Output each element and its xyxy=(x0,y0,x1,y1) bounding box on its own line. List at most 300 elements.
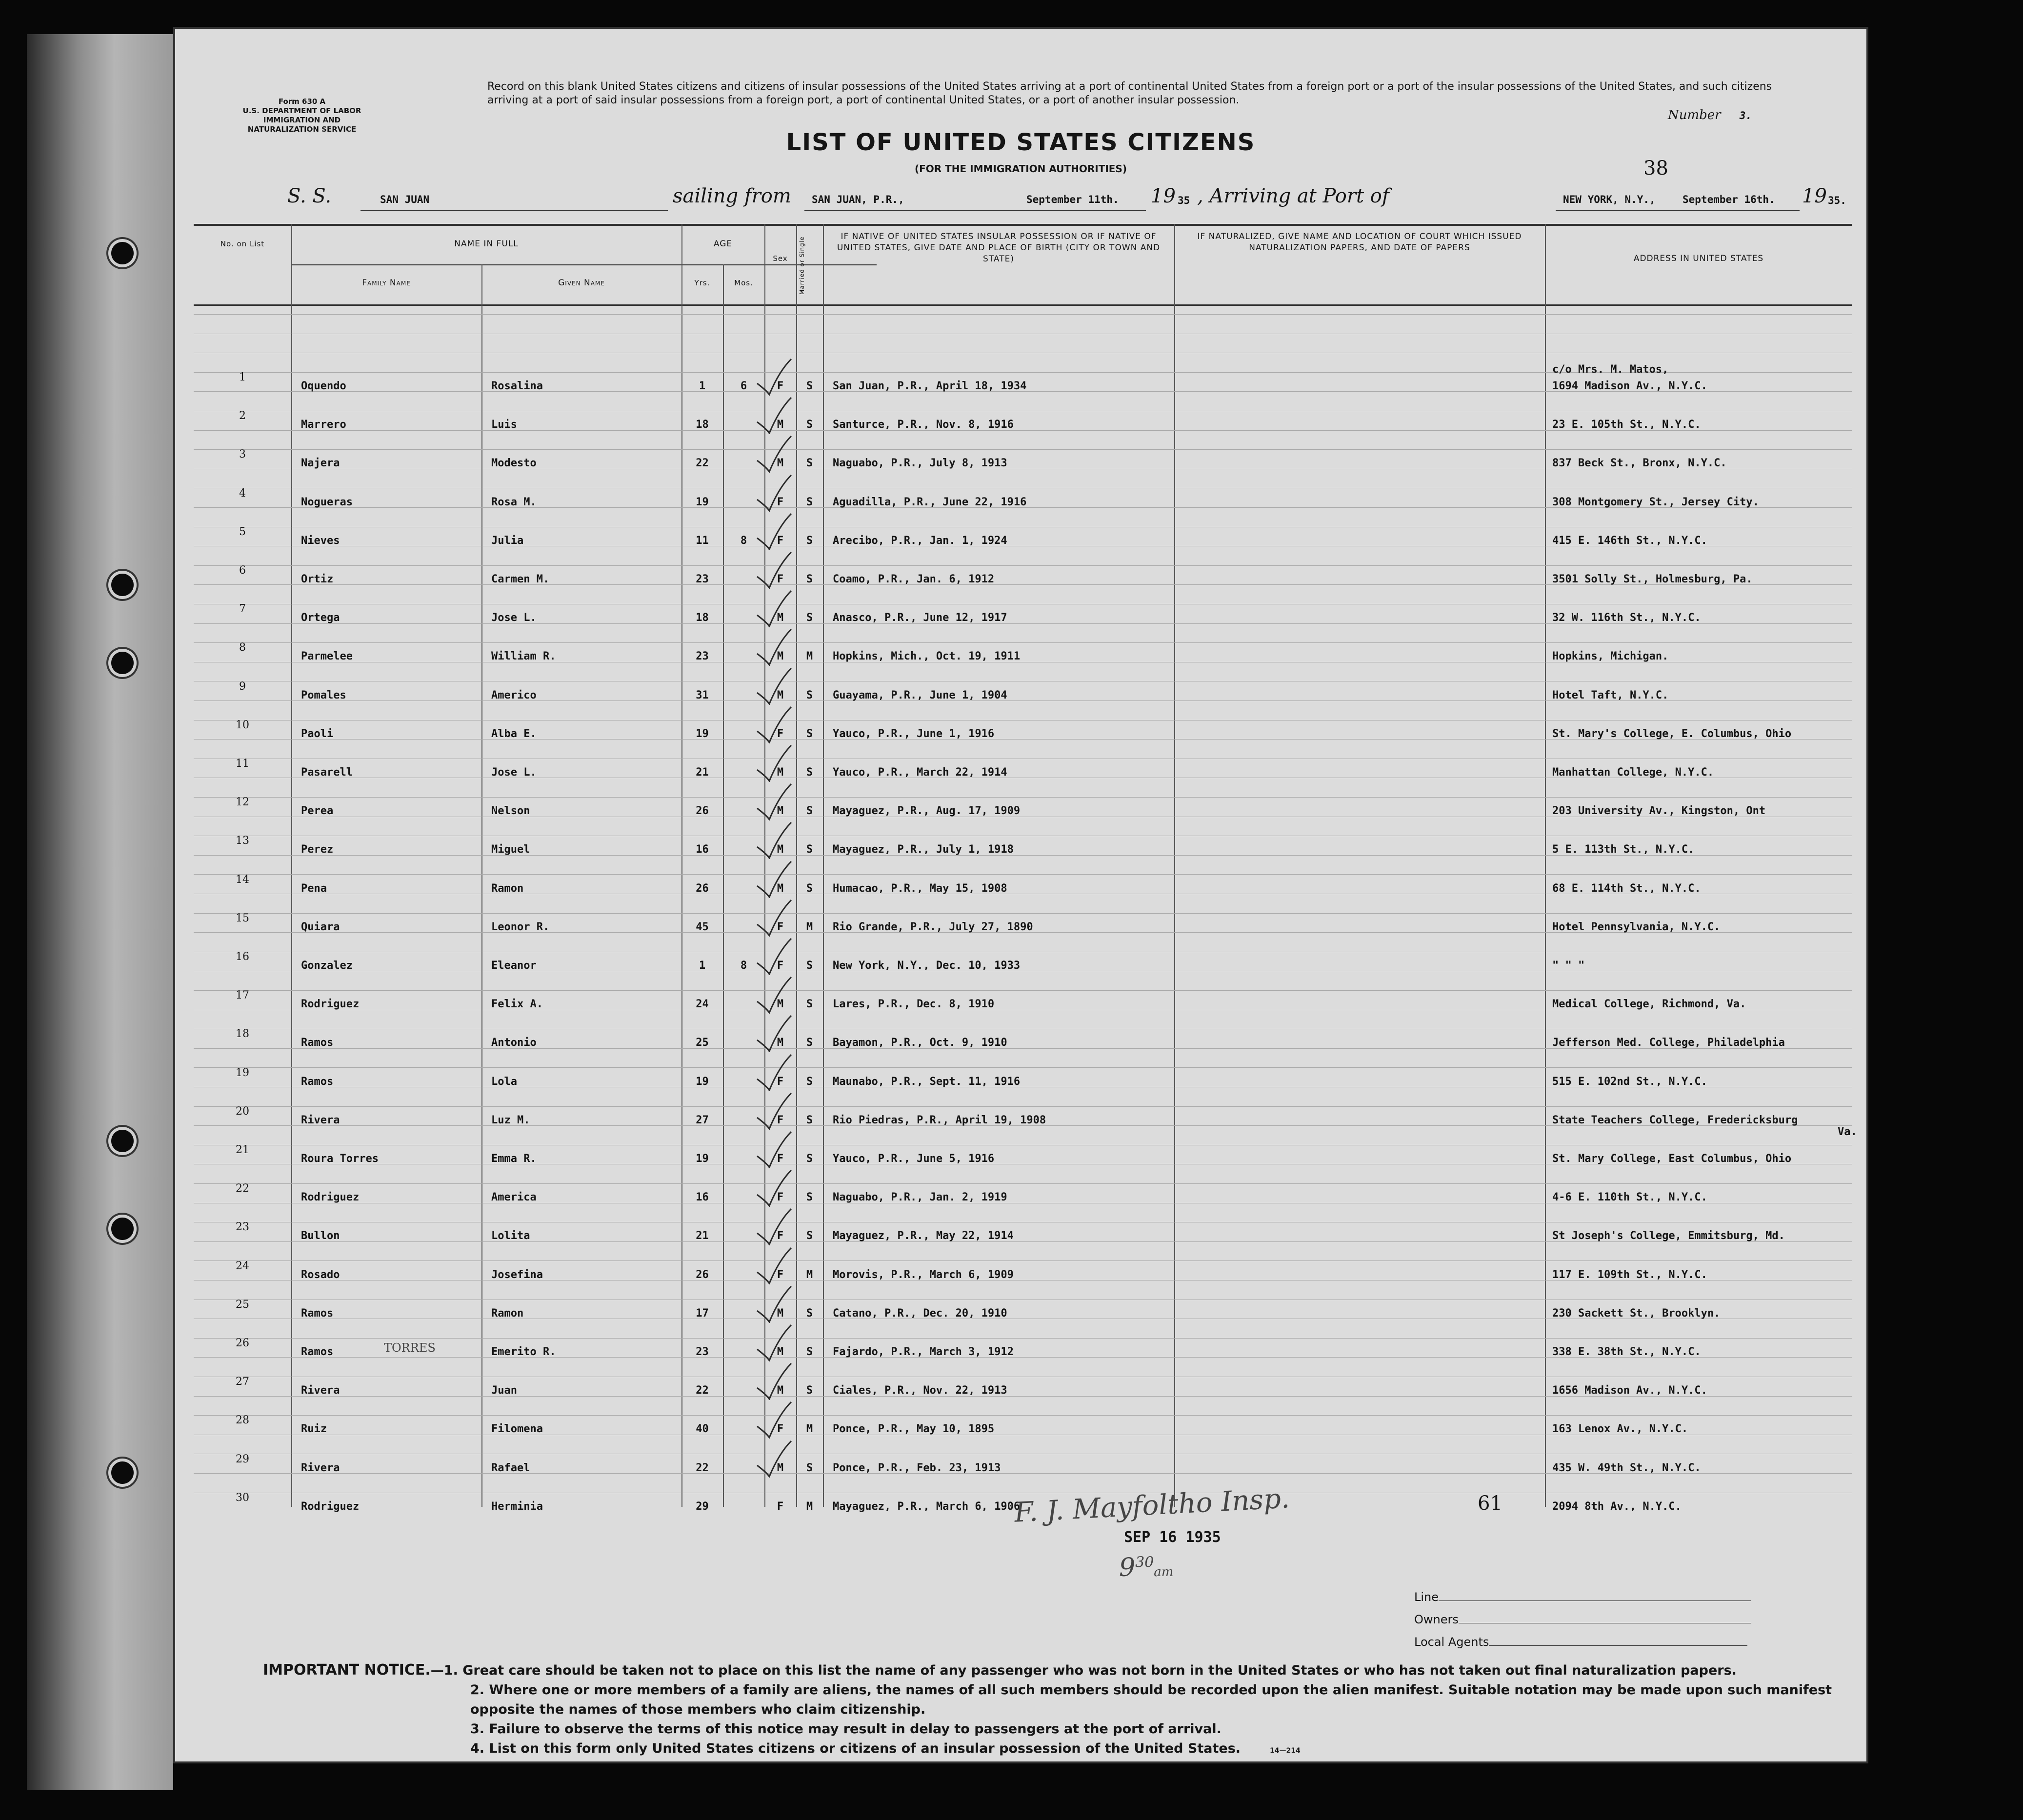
cell-given: Miguel xyxy=(491,843,530,856)
cell-family: Ramos xyxy=(301,1037,334,1049)
cell-birth: Ponce, P.R., May 10, 1895 xyxy=(833,1423,995,1436)
cell-sex: M xyxy=(777,1307,784,1320)
number-field xyxy=(1668,108,1752,122)
number-label: Number xyxy=(1668,108,1721,122)
check-mark xyxy=(755,859,794,898)
cell-sex: F xyxy=(777,920,784,933)
cell-ms: S xyxy=(806,419,813,431)
department: NATURALIZATION SERVICE xyxy=(247,125,357,134)
check-mark xyxy=(755,781,794,820)
cell-given: Emerito R. xyxy=(491,1346,556,1358)
departure-year: 35 xyxy=(1178,195,1190,206)
cell-given: Felix A. xyxy=(491,998,543,1011)
cell-yrs: 22 xyxy=(696,457,709,470)
ruled-line xyxy=(194,990,1852,991)
cell-yrs: 40 xyxy=(696,1423,709,1436)
ruled-line xyxy=(194,642,1852,643)
important-notice xyxy=(263,1660,1834,1760)
cell-family: Perea xyxy=(301,805,334,818)
cell-address: 32 W. 116th St., N.Y.C. xyxy=(1552,612,1701,624)
cell-sex: F xyxy=(777,1191,784,1204)
cell-address: c/o Mrs. M. Matos, xyxy=(1552,363,1669,376)
cell-given: America xyxy=(491,1191,537,1204)
check-mark xyxy=(755,1284,794,1323)
cell-yrs: 11 xyxy=(696,534,709,547)
sheet-number: 38 xyxy=(1643,157,1668,180)
cell-sex: F xyxy=(777,496,784,508)
table-row xyxy=(194,1144,1852,1172)
table-row xyxy=(194,363,1852,400)
cell-address: 1656 Madison Av., N.Y.C. xyxy=(1552,1384,1707,1397)
cell-birth: Naguabo, P.R., Jan. 2, 1919 xyxy=(833,1191,1007,1204)
cell-family: Rivera xyxy=(301,1461,340,1474)
table-row xyxy=(194,487,1852,516)
cell-given: Rosalina xyxy=(491,380,543,392)
voyage-line xyxy=(287,185,1848,214)
cell-sex: F xyxy=(777,727,784,740)
cell-given: Eleanor xyxy=(491,960,537,972)
cell-birth: Lares, P.R., Dec. 8, 1910 xyxy=(833,998,995,1011)
cell-address: " " " xyxy=(1552,960,1585,972)
cell-sex: F xyxy=(777,1114,784,1126)
check-mark xyxy=(755,588,794,627)
cell-family: Quiara xyxy=(301,920,340,933)
table-row xyxy=(194,1414,1852,1442)
cell-address: 230 Sackett St., Brooklyn. xyxy=(1552,1307,1721,1320)
department: IMMIGRATION AND xyxy=(263,116,341,124)
check-mark xyxy=(755,1322,794,1361)
table-row xyxy=(194,1298,1852,1327)
cell-address: Manhattan College, N.Y.C. xyxy=(1552,766,1714,779)
table-row xyxy=(194,758,1852,786)
cell-given: Lolita xyxy=(491,1230,530,1242)
arrival-stamp: SEP 16 1935 xyxy=(1124,1529,1221,1546)
cell-ms: M xyxy=(806,1500,813,1513)
cell-no: 10 xyxy=(236,719,249,731)
cell-address: 3501 Solly St., Holmesburg, Pa. xyxy=(1552,573,1753,585)
ruled-line xyxy=(194,1415,1852,1416)
cell-no: 26 xyxy=(236,1337,249,1349)
notice-item: 4. List on this form only United States citizens or citizens of an insular possession of the United States. xyxy=(470,1741,1241,1756)
cell-birth: Santurce, P.R., Nov. 8, 1916 xyxy=(833,419,1014,431)
cell-family: Nieves xyxy=(301,534,340,547)
cell-given: William R. xyxy=(491,650,556,663)
cell-given: Ramon xyxy=(491,882,524,895)
cell-no: 6 xyxy=(239,564,246,577)
arriving-label: , Arriving at Port of xyxy=(1197,185,1389,207)
cell-yrs: 27 xyxy=(696,1114,709,1126)
cell-given: Alba E. xyxy=(491,727,537,740)
cell-sex: F xyxy=(777,1268,784,1281)
table-row xyxy=(194,989,1852,1018)
cell-given: Antonio xyxy=(491,1037,537,1049)
cell-family: Ramos xyxy=(301,1346,334,1358)
cell-birth: Mayaguez, P.R., Aug. 17, 1909 xyxy=(833,805,1021,818)
cell-no: 1 xyxy=(239,371,246,383)
cell-yrs: 16 xyxy=(696,1191,709,1204)
check-mark xyxy=(755,704,794,743)
cell-address: Hopkins, Michigan. xyxy=(1552,650,1669,663)
passenger-table xyxy=(194,224,1857,1521)
cell-sex: M xyxy=(777,843,784,856)
cell-ms: S xyxy=(806,805,813,818)
cell-family: Ramos xyxy=(301,1075,334,1088)
cell-yrs: 45 xyxy=(696,920,709,933)
agents-label: Local Agents xyxy=(1414,1635,1489,1649)
cell-ms: S xyxy=(806,998,813,1011)
cell-yrs: 23 xyxy=(696,650,709,663)
cell-family: Ortiz xyxy=(301,573,334,585)
cell-family: Rivera xyxy=(301,1114,340,1126)
owners-label: Owners xyxy=(1414,1613,1459,1626)
year-prefix: 19 xyxy=(1151,185,1176,207)
cell-given: Julia xyxy=(491,534,524,547)
cell-ms: S xyxy=(806,1461,813,1474)
binder-hole xyxy=(108,1459,137,1487)
cell-sex: F xyxy=(777,1153,784,1165)
department: U.S. DEPARTMENT OF LABOR xyxy=(242,106,361,115)
cell-address-line2: Va. xyxy=(1838,1125,1857,1138)
cell-ms: S xyxy=(806,612,813,624)
cell-address: 23 E. 105th St., N.Y.C. xyxy=(1552,419,1701,431)
check-mark xyxy=(755,550,794,589)
cell-given: Carmen M. xyxy=(491,573,550,585)
cell-ms: S xyxy=(806,380,813,392)
cell-given: Jose L. xyxy=(491,766,537,779)
cell-birth: Naguabo, P.R., July 8, 1913 xyxy=(833,457,1007,470)
cell-family: Roura Torres xyxy=(301,1153,379,1165)
preamble: Record on this blank United States citizens and citizens of insular possessions of the United States arriving at a port of continental United States from a foreign port or a port of the insular possessions of the United States, and such citizens arriving at a port of said insular possessions from a foreign port, a port of continental United States, or a port of another insular possession. xyxy=(487,80,1772,106)
ruled-line xyxy=(194,1260,1852,1261)
cell-yrs: 29 xyxy=(696,1500,709,1513)
cell-family: Rodriguez xyxy=(301,1500,360,1513)
cell-given: Leonor R. xyxy=(491,920,550,933)
table-row xyxy=(194,796,1852,824)
cell-yrs: 31 xyxy=(696,689,709,701)
cell-no: 25 xyxy=(236,1298,249,1311)
cell-birth: Catano, P.R., Dec. 20, 1910 xyxy=(833,1307,1007,1320)
header-yrs: Yrs. xyxy=(694,279,710,287)
cell-no: 3 xyxy=(239,448,246,461)
form-number: Form 630 A xyxy=(278,97,326,106)
cell-birth: Hopkins, Mich., Oct. 19, 1911 xyxy=(833,650,1021,663)
signature-block xyxy=(1414,1586,1804,1653)
cell-no: 13 xyxy=(236,835,249,847)
cell-birth: Humacao, P.R., May 15, 1908 xyxy=(833,882,1007,895)
cell-no: 20 xyxy=(236,1105,249,1118)
cell-sex: M xyxy=(777,457,784,470)
check-mark xyxy=(755,1400,794,1439)
cell-family: Gonzalez xyxy=(301,960,353,972)
cell-yrs: 19 xyxy=(696,1153,709,1165)
cell-address: 837 Beck St., Bronx, N.Y.C. xyxy=(1552,457,1727,470)
binder-hole xyxy=(108,239,137,267)
table-row xyxy=(194,719,1852,747)
check-mark xyxy=(755,936,794,975)
cell-no: 24 xyxy=(236,1260,249,1272)
cell-no: 22 xyxy=(236,1182,249,1195)
cell-sex: M xyxy=(777,650,784,663)
cell-address: 338 E. 38th St., N.Y.C. xyxy=(1552,1346,1701,1358)
cell-yrs: 19 xyxy=(696,1075,709,1088)
cell-no: 30 xyxy=(236,1491,249,1504)
table-row xyxy=(194,1376,1852,1404)
table-row xyxy=(194,1182,1852,1211)
check-mark xyxy=(755,1013,794,1052)
page-subtitle: (FOR THE IMMIGRATION AUTHORITIES) xyxy=(914,163,1127,175)
cell-family: Rodriguez xyxy=(301,1191,360,1204)
cell-family: Oquendo xyxy=(301,380,346,392)
table-row xyxy=(194,448,1852,477)
stamp-time xyxy=(1119,1553,1173,1582)
table-row xyxy=(194,1453,1852,1481)
cell-yrs: 1 xyxy=(699,960,706,972)
cell-family: Rodriguez xyxy=(301,998,360,1011)
cell-address: St. Mary's College, E. Columbus, Ohio xyxy=(1552,727,1792,740)
cell-yrs: 25 xyxy=(696,1037,709,1049)
ruled-line xyxy=(194,913,1852,914)
header-naturalization: IF NATURALIZED, GIVE NAME AND LOCATION OF COURT WHICH ISSUED NATURALIZATION PAPERS, AND DATE OF PAPERS xyxy=(1197,232,1522,253)
binder-hole xyxy=(108,649,137,677)
cell-given: Herminia xyxy=(491,1500,543,1513)
cell-yrs: 26 xyxy=(696,1268,709,1281)
ss-label: S. S. xyxy=(287,185,332,207)
cell-yrs: 23 xyxy=(696,573,709,585)
cell-sex: M xyxy=(777,1461,784,1474)
cell-no: 21 xyxy=(236,1144,249,1156)
cell-sex: F xyxy=(777,1230,784,1242)
cell-given: Jose L. xyxy=(491,612,537,624)
table-row xyxy=(194,873,1852,902)
cell-ms: S xyxy=(806,882,813,895)
cell-ms: S xyxy=(806,1153,813,1165)
cell-family: Rosado xyxy=(301,1268,340,1281)
cell-birth: Aguadilla, P.R., June 22, 1916 xyxy=(833,496,1027,508)
cell-birth: Ponce, P.R., Feb. 23, 1913 xyxy=(833,1461,1001,1474)
cell-address: 435 W. 49th St., N.Y.C. xyxy=(1552,1461,1701,1474)
cell-birth: Bayamon, P.R., Oct. 9, 1910 xyxy=(833,1037,1007,1049)
cell-sex: M xyxy=(777,419,784,431)
cell-no: 12 xyxy=(236,796,249,809)
cell-ms: S xyxy=(806,1307,813,1320)
cell-sex: F xyxy=(777,573,784,585)
check-mark xyxy=(755,1129,794,1168)
cell-sex: F xyxy=(777,380,784,392)
cell-address: Medical College, Richmond, Va. xyxy=(1552,998,1746,1011)
cell-ms: S xyxy=(806,727,813,740)
cell-no: 9 xyxy=(239,680,246,693)
cell-no: 4 xyxy=(239,487,246,500)
cell-birth: Morovis, P.R., March 6, 1909 xyxy=(833,1268,1014,1281)
cell-given: Ramon xyxy=(491,1307,524,1320)
cell-address-line2: 1694 Madison Av., N.Y.C. xyxy=(1552,380,1707,392)
cell-ms: S xyxy=(806,457,813,470)
cell-yrs: 1 xyxy=(699,380,706,392)
notice-item: 3. Failure to observe the terms of this notice may result in delay to passengers at the port of arrival. xyxy=(470,1721,1222,1737)
page-title: LIST OF UNITED STATES CITIZENS xyxy=(786,129,1256,156)
table-row xyxy=(194,603,1852,631)
ruled-line xyxy=(194,1106,1852,1107)
cell-ms: S xyxy=(806,573,813,585)
check-mark xyxy=(755,357,794,396)
cell-no: 8 xyxy=(239,641,246,654)
cell-ms: M xyxy=(806,1268,813,1281)
cell-given: Josefina xyxy=(491,1268,543,1281)
check-mark xyxy=(755,1091,794,1130)
cell-family: Bullon xyxy=(301,1230,340,1242)
cell-sex: M xyxy=(777,882,784,895)
ruled-line xyxy=(194,565,1852,566)
cell-address: Jefferson Med. College, Philadelphia xyxy=(1552,1037,1785,1049)
table-row xyxy=(194,951,1852,979)
header-mos: Mos. xyxy=(734,279,753,287)
cell-sex: M xyxy=(777,689,784,701)
check-mark xyxy=(755,1361,794,1400)
cell-given: Luis xyxy=(491,419,517,431)
cell-ms: S xyxy=(806,1114,813,1126)
cell-birth: Arecibo, P.R., Jan. 1, 1924 xyxy=(833,534,1007,547)
number-value: 3. xyxy=(1739,110,1752,121)
header-given-name: Given Name xyxy=(558,278,605,288)
cell-address: 2094 8th Av., N.Y.C. xyxy=(1552,1500,1682,1513)
cell-address: 203 University Av., Kingston, Ont xyxy=(1552,805,1766,818)
cell-ms: S xyxy=(806,1346,813,1358)
ruled-line xyxy=(194,1067,1852,1068)
table-row xyxy=(194,564,1852,593)
departure-date: September 11th. xyxy=(1026,194,1119,205)
ruled-line xyxy=(194,449,1852,450)
cell-no: 15 xyxy=(236,912,249,924)
cell-sex: M xyxy=(777,805,784,818)
cell-yrs: 17 xyxy=(696,1307,709,1320)
year-prefix: 19 xyxy=(1802,185,1827,207)
binder-hole xyxy=(108,1127,137,1155)
check-mark xyxy=(755,820,794,859)
check-mark xyxy=(755,1168,794,1207)
cell-sex: M xyxy=(777,612,784,624)
cell-sex: M xyxy=(777,1384,784,1397)
cell-sex: M xyxy=(777,766,784,779)
cell-ms: M xyxy=(806,650,813,663)
check-mark xyxy=(755,743,794,782)
notice-item: —1. Great care should be taken not to place on this list the name of any passenger who was not born in the United States or who has not taken out final naturalization papers. xyxy=(430,1663,1737,1678)
cell-address: 68 E. 114th St., N.Y.C. xyxy=(1552,882,1701,895)
handwritten-note: TORRES xyxy=(384,1341,436,1355)
cell-family: Paoli xyxy=(301,727,334,740)
cell-sex: F xyxy=(777,1423,784,1436)
cell-sex: F xyxy=(777,1500,784,1513)
cell-address: State Teachers College, Fredericksburg xyxy=(1552,1114,1798,1126)
cell-address: 5 E. 113th St., N.Y.C. xyxy=(1552,843,1695,856)
cell-no: 2 xyxy=(239,410,246,422)
cell-yrs: 26 xyxy=(696,882,709,895)
cell-given: Lola xyxy=(491,1075,517,1088)
cell-no: 14 xyxy=(236,873,249,886)
cell-no: 19 xyxy=(236,1066,249,1079)
cell-birth: Mayaguez, P.R., July 1, 1918 xyxy=(833,843,1014,856)
header-name-in-full: NAME IN FULL xyxy=(454,239,519,249)
cell-yrs: 22 xyxy=(696,1384,709,1397)
manifest-page xyxy=(173,27,1868,1763)
cell-address: 163 Lenox Av., N.Y.C. xyxy=(1552,1423,1688,1436)
cell-given: Filomena xyxy=(491,1423,543,1436)
cell-address: Hotel Pennsylvania, N.Y.C. xyxy=(1552,920,1721,933)
check-mark xyxy=(755,666,794,705)
cell-birth: San Juan, P.R., April 18, 1934 xyxy=(833,380,1027,392)
ruled-line xyxy=(194,797,1852,798)
check-mark xyxy=(755,395,794,434)
cell-sex: F xyxy=(777,534,784,547)
cell-no: 17 xyxy=(236,989,249,1002)
header-no: No. on List xyxy=(220,240,265,248)
ruled-line xyxy=(194,1183,1852,1184)
stamp-hour: 9 xyxy=(1119,1553,1136,1582)
ruled-line xyxy=(194,1338,1852,1339)
table-row xyxy=(194,1337,1852,1365)
cell-ms: S xyxy=(806,496,813,508)
cell-yrs: 18 xyxy=(696,612,709,624)
cell-family: Pomales xyxy=(301,689,346,701)
cell-yrs: 24 xyxy=(696,998,709,1011)
cell-yrs: 26 xyxy=(696,805,709,818)
cell-yrs: 21 xyxy=(696,1230,709,1242)
cell-birth: Yauco, P.R., June 1, 1916 xyxy=(833,727,995,740)
cell-family: Nogueras xyxy=(301,496,353,508)
cell-no: 16 xyxy=(236,951,249,963)
cell-address: 117 E. 109th St., N.Y.C. xyxy=(1552,1268,1707,1281)
ruled-line xyxy=(194,874,1852,875)
header-age: AGE xyxy=(713,239,733,249)
cell-address: St. Mary College, East Columbus, Ohio xyxy=(1552,1153,1792,1165)
cell-birth: New York, N.Y., Dec. 10, 1933 xyxy=(833,960,1021,972)
cell-address: St Joseph's College, Emmitsburg, Md. xyxy=(1552,1230,1785,1242)
cell-no: 5 xyxy=(239,525,246,538)
cell-yrs: 23 xyxy=(696,1346,709,1358)
check-mark xyxy=(755,1439,794,1478)
cell-family: Parmelee xyxy=(301,650,353,663)
cell-no: 29 xyxy=(236,1453,249,1465)
cell-given: Luz M. xyxy=(491,1114,530,1126)
table-row xyxy=(194,1105,1857,1138)
cell-sex: M xyxy=(777,1037,784,1049)
cell-mos: 6 xyxy=(740,380,747,392)
cell-birth: Anasco, P.R., June 12, 1917 xyxy=(833,612,1007,624)
table-body xyxy=(194,304,1857,1513)
cell-birth: Ciales, P.R., Nov. 22, 1913 xyxy=(833,1384,1007,1397)
cell-given: Modesto xyxy=(491,457,537,470)
header-birth: IF NATIVE OF UNITED STATES INSULAR POSSESSION OR IF NATIVE OF UNITED STATES, GIVE DATE AND PLACE OF BIRTH (CITY OR TOWN AND STATE) xyxy=(837,232,1161,264)
line-label: Line xyxy=(1414,1590,1439,1604)
notice-heading: IMPORTANT NOTICE. xyxy=(263,1661,431,1679)
cell-given: Juan xyxy=(491,1384,517,1397)
cell-family: Najera xyxy=(301,457,340,470)
arrival-port: NEW YORK, N.Y., xyxy=(1563,194,1656,205)
cell-family: Perez xyxy=(301,843,334,856)
passenger-count: 61 xyxy=(1478,1492,1502,1515)
cell-address: 4-6 E. 110th St., N.Y.C. xyxy=(1552,1191,1707,1204)
cell-birth: Mayaguez, P.R., March 6, 1906 xyxy=(833,1500,1021,1513)
cell-yrs: 19 xyxy=(696,496,709,508)
cell-no: 23 xyxy=(236,1221,249,1234)
cell-ms: S xyxy=(806,843,813,856)
table-row xyxy=(194,835,1852,863)
table-row xyxy=(194,525,1852,554)
cell-mos: 8 xyxy=(740,534,747,547)
cell-family: Marrero xyxy=(301,419,346,431)
cell-sex: M xyxy=(777,1346,784,1358)
cell-birth: Coamo, P.R., Jan. 6, 1912 xyxy=(833,573,995,585)
cell-family: Ruiz xyxy=(301,1423,327,1436)
